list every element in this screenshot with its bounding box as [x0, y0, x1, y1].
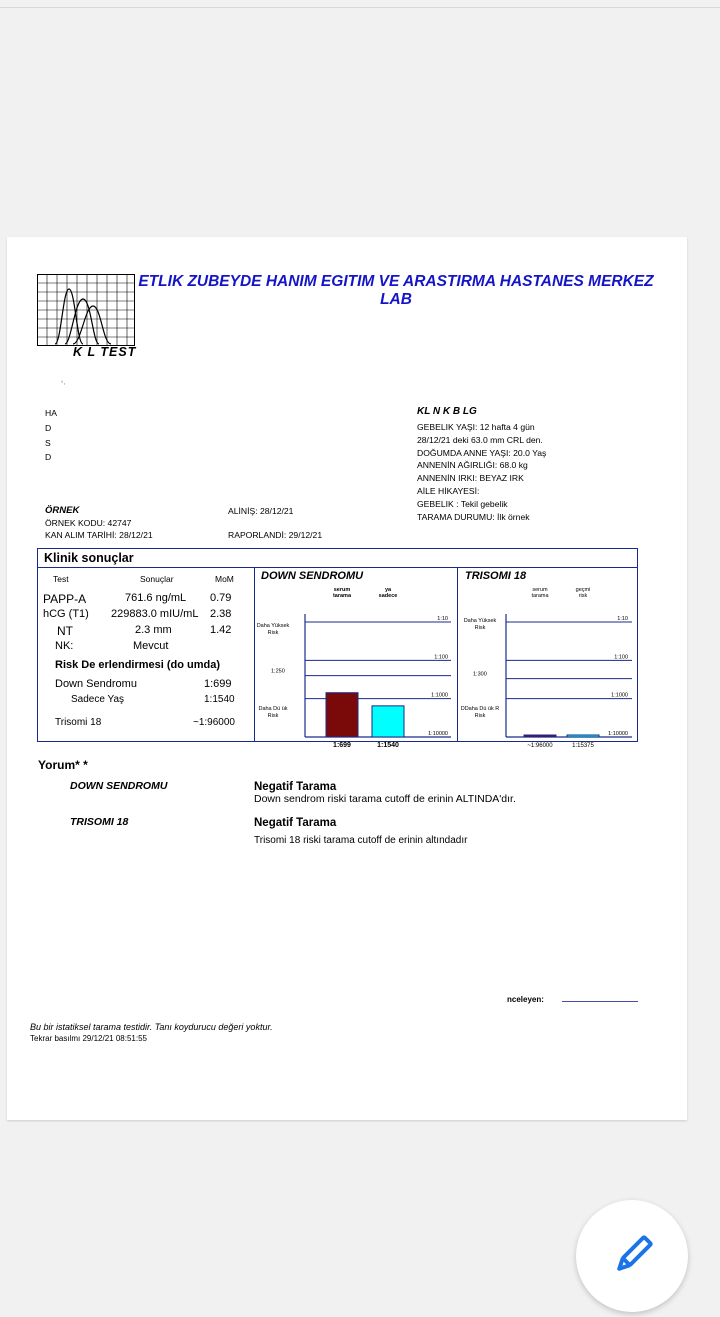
sample-label: ÖRNEK: [45, 505, 80, 516]
comment-item-detail: Trisomi 18 riski tarama cutoff de erinin altındadır: [254, 835, 468, 846]
field-ha: HA: [45, 408, 57, 418]
down-syndrome-chart: [255, 585, 457, 749]
row-value: Mevcut: [133, 640, 169, 652]
clinic-info-line: AİLE HİKAYESİ:: [417, 486, 480, 496]
row-mom: 2.38: [210, 608, 232, 620]
tick-label: 1:100: [614, 654, 628, 661]
bar: [326, 693, 358, 737]
blood-date: KAN ALIM TARİHİ: 28/12/21: [45, 530, 153, 540]
risk-label: Sadece Yaş: [71, 694, 125, 705]
clinical-results-panel: [37, 548, 638, 749]
upper-risk-label: Daha Yüksek: [463, 618, 497, 624]
small-mark: '·: [61, 380, 66, 390]
risk-label: Down Sendromu: [55, 678, 137, 690]
clinic-info-line: 28/12/21 deki 63.0 mm CRL den.: [417, 435, 543, 445]
upper-risk-label: Risk: [267, 630, 279, 636]
lower-risk-label: Daha Dü ük: [258, 706, 288, 712]
comment-item-result: Negatif Tarama: [254, 817, 337, 829]
lab-logo: [37, 274, 135, 346]
bar: [372, 706, 404, 737]
divider: [38, 567, 638, 568]
top-app-bar: [0, 0, 720, 8]
bar: [567, 735, 599, 737]
tick-label: 1:1000: [431, 692, 448, 699]
series-label: tarama: [531, 593, 549, 599]
lower-risk-label: Risk: [474, 713, 486, 719]
hospital-title: ETLIK ZUBEYDE HANIM EGITIM VE ARASTIRMA HASTANES MERKEZ LAB: [138, 273, 654, 308]
clinical-results-title: Klinik sonuçlar: [44, 551, 134, 565]
lower-risk-label: DDaha Dü ük R: [460, 706, 500, 712]
bar-value-label: 1:15375: [572, 743, 594, 749]
tick-label: 1:1000: [611, 692, 628, 699]
risk-value: 1:1540: [204, 694, 235, 705]
series-label: tarama: [332, 593, 352, 599]
tick-label: 1:10000: [608, 731, 628, 737]
pencil-icon: [576, 1200, 688, 1312]
report-page: [7, 237, 687, 1120]
bar-value-label: 1:699: [333, 742, 351, 749]
signature-line: [562, 1001, 638, 1002]
row-test: NT: [57, 624, 73, 638]
reviewer-label: nceleyen:: [507, 995, 544, 1004]
upper-risk-label: Risk: [474, 625, 486, 631]
risk-value: 1:699: [204, 678, 232, 690]
clinic-info-line: ANNENİN AĞIRLIĞI: 68.0 kg: [417, 460, 528, 470]
header-test: Test: [53, 574, 69, 584]
row-test: NK:: [55, 640, 74, 652]
upper-risk-label: Daha Yüksek: [256, 623, 290, 629]
field-d1: D: [45, 423, 52, 433]
comment-item-name: DOWN SENDROMU: [70, 780, 168, 792]
cutoff-label: 1:250: [271, 668, 285, 675]
header-mom: MoM: [215, 574, 234, 584]
row-value: 2.3 mm: [135, 624, 172, 636]
series-label: sadece: [378, 593, 398, 599]
test-name: K L TEST: [73, 345, 137, 359]
lower-risk-label: Risk: [267, 713, 279, 719]
clinic-info-line: GEBELIK YAŞI: 12 hafta 4 gün: [417, 422, 535, 432]
bar-value-label: ~1:96000: [527, 743, 553, 749]
sample-code: ÖRNEK KODU: 42747: [45, 518, 132, 528]
row-mom: 1.42: [210, 624, 232, 636]
comment-title: Yorum* *: [38, 758, 88, 772]
risk-title: Risk De erlendirmesi (do umda): [55, 659, 221, 671]
clinic-info-heading: KL N K B LG: [417, 406, 477, 417]
field-d2: D: [45, 452, 52, 462]
series-label: ya: [384, 587, 392, 593]
reported-date: RAPORLANDİ: 29/12/21: [228, 530, 323, 540]
disclaimer: Bu bir istatiksel tarama testidir. Tanı koydurucu değeri yoktur.: [30, 1022, 273, 1032]
comment-item-name: TRISOMI 18: [70, 816, 129, 828]
tick-label: 1:10: [617, 616, 628, 622]
clinic-info-line: GEBELIK : Tekil gebelik: [417, 499, 508, 509]
tick-label: 1:10: [437, 616, 448, 622]
series-label: serum: [333, 587, 351, 593]
row-test: hCG (T1): [43, 608, 89, 620]
row-value: 229883.0 mIU/mL: [111, 608, 199, 620]
clinic-info-line: TARAMA DURUMU: İlk örnek: [417, 512, 530, 522]
clinic-info-line: DOĞUMDA ANNE YAŞI: 20.0 Yaş: [417, 448, 547, 458]
trisomy-18-chart: [458, 585, 638, 749]
tick-label: 1:100: [434, 654, 448, 661]
header-results: Sonuçlar: [140, 574, 174, 584]
comment-item-detail: Down sendrom riski tarama cutoff de erinin ALTINDA'dır.: [254, 793, 516, 805]
row-test: PAPP-A: [43, 592, 87, 606]
bar: [524, 735, 556, 737]
risk-value: ~1:96000: [193, 717, 235, 728]
cutoff-label: 1:300: [473, 671, 487, 678]
clinic-info-line: ANNENİN IRKI: BEYAZ IRK: [417, 473, 524, 483]
row-value: 761.6 ng/mL: [125, 592, 187, 604]
down-chart-title: DOWN SENDROMU: [261, 570, 364, 582]
series-label: risk: [578, 593, 588, 599]
series-label: serum: [532, 587, 548, 593]
row-mom: 0.79: [210, 592, 232, 604]
comment-item-result: Negatif Tarama: [254, 781, 337, 793]
risk-label: Trisomi 18: [55, 717, 102, 728]
reprint-info: Tekrar basılmı 29/12/21 08:51:55: [30, 1034, 147, 1043]
received-date: ALİNİŞ: 28/12/21: [228, 506, 294, 516]
series-label: geçmi: [575, 587, 591, 593]
bar-value-label: 1:1540: [377, 742, 399, 749]
trisomy-chart-title: TRISOMI 18: [465, 570, 527, 582]
tick-label: 1:10000: [428, 731, 448, 737]
field-s: S: [45, 438, 51, 448]
edit-button[interactable]: [576, 1200, 688, 1312]
